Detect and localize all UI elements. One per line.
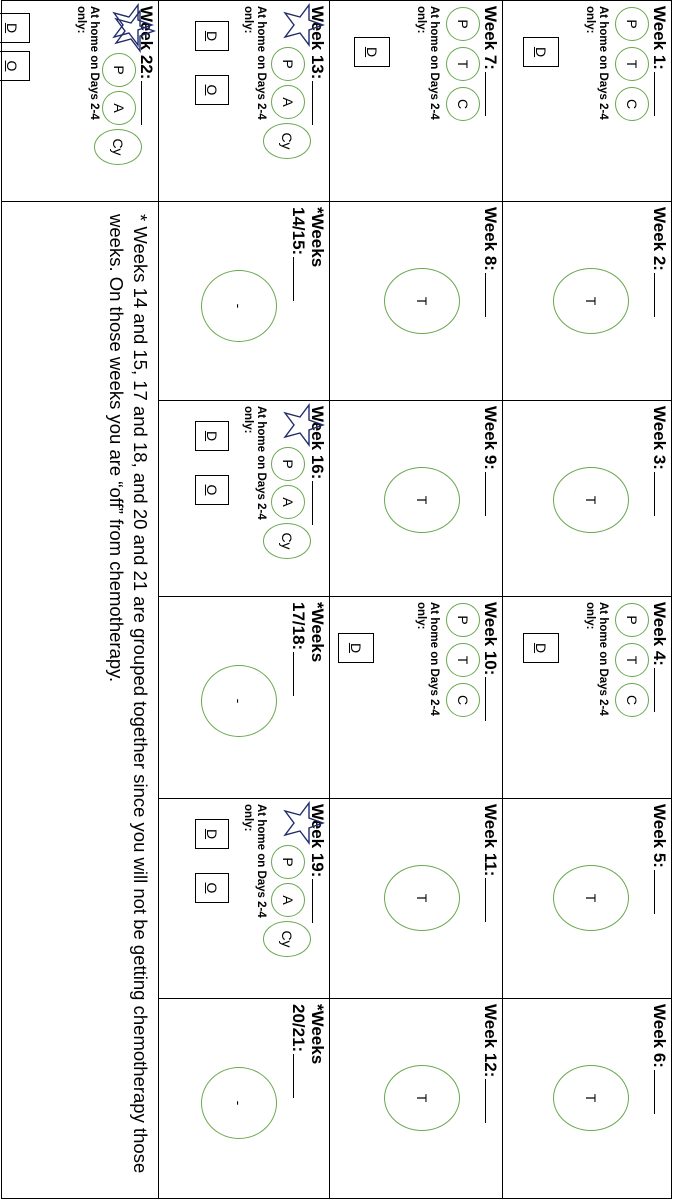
treatment-circle: T [553,467,629,533]
week-date-blank [293,1054,308,1098]
week-label [650,6,669,116]
week-label-text: 20/21: [289,1004,308,1053]
week-cell [159,400,330,596]
week-date-blank [293,257,308,301]
home-note-line: At home on Days 2-4 [428,602,440,716]
home-note-line: At home on Days 2-4 [597,602,609,716]
week-date-blank [485,472,500,516]
medication-box: D [195,421,229,451]
week-label-text: Week 1: [650,6,669,70]
week-label-prefix: *Weeks [308,1004,327,1065]
week-label [650,207,669,317]
week-label [289,602,327,696]
treatment-circle: - [201,1067,277,1139]
week-cell [330,798,503,998]
week-label [481,6,500,116]
star-icon [114,9,156,53]
medication-box: D [195,819,229,849]
medication-box: O [195,475,229,505]
treatment-circle: T [384,268,460,334]
week-label-text: Week 5: [650,804,669,868]
drug-circle: P [615,603,649,637]
week-date-blank [312,481,327,525]
drug-circle: P [615,7,649,41]
home-days-note [583,602,609,716]
week-cell [503,798,672,998]
week-label-text: Week 2: [650,207,669,271]
treatment-circle: - [201,270,277,342]
drug-circle: A [102,91,136,125]
week-cell [330,596,503,798]
treatment-circle: T [553,865,629,931]
week-label [289,207,327,301]
week-label [481,804,500,922]
week-cell [503,400,672,596]
week-cell [503,596,672,798]
week-cell [159,0,330,201]
week-label [650,804,669,914]
week-cell [330,400,503,596]
treatment-circle: T [553,268,629,334]
week-label-text: Week 11: [481,804,500,877]
week-label-text: Week 10: [481,602,500,676]
medication-box: O [0,51,30,81]
drug-circle: Cy [94,129,142,165]
star-icon [283,801,325,845]
drug-circle: Cy [263,523,311,559]
drug-circle: P [446,603,480,637]
week-label-prefix: *Weeks [308,207,327,268]
week-label [650,1004,669,1114]
home-note-line: At home on Days 2-4 [255,804,267,918]
week-cell [503,0,672,201]
week-label-text: Week 16: [308,406,327,480]
drug-circle: C [615,87,649,121]
week-label-text: Week 13: [308,6,327,80]
week-cell [330,201,503,400]
drug-circle: A [271,85,305,119]
week-label-text: Week 7: [481,6,500,70]
drug-circle: C [615,683,649,717]
footnote: * Weeks 14 and 15, 17 and 18, and 20 and 21 are grouped together since you will not be getting chemotherapy those weeks. On those weeks you are “off” from chemotherapy. [1,201,159,1198]
home-note-line: only: [584,6,596,34]
home-days-note [241,6,267,120]
drug-circle: C [446,683,480,717]
week-date-blank [485,1079,500,1123]
week-cell [159,798,330,998]
home-note-line: only: [242,406,254,434]
drug-circle: T [615,643,649,677]
week-date-blank [654,472,669,516]
home-note-line: At home on Days 2-4 [255,6,267,120]
treatment-circle: - [201,665,277,737]
week-label-text: Week 19: [308,804,327,878]
week-label-prefix: *Weeks [308,602,327,663]
week-label-text: Week 22: [137,6,156,80]
medication-box: O [195,873,229,903]
week-cell [159,596,330,798]
week-label-text: Week 12: [481,1004,500,1078]
week-date-blank [312,81,327,125]
medication-box: O [195,75,229,105]
home-days-note [74,6,100,120]
home-days-note [241,804,267,918]
treatment-circle: T [384,1065,460,1131]
drug-circle: A [271,883,305,917]
week-date-blank [141,81,156,125]
home-note-line: At home on Days 2-4 [597,6,609,120]
week-date-blank [654,668,669,712]
week-cell [503,998,672,1198]
week-label-text: 14/15: [289,207,308,256]
week-date-blank [293,652,308,696]
week-date-blank [654,1070,669,1114]
medication-box: D [523,37,559,67]
week-date-blank [654,273,669,317]
star-icon [283,403,325,447]
drug-circle: Cy [263,921,311,957]
home-note-line: only: [415,602,427,630]
home-note-line: only: [242,6,254,34]
week-cell [1,0,159,201]
week-label [650,602,669,712]
week-label-text: Week 9: [481,406,500,470]
week-label [289,1004,327,1098]
week-label-text: Week 8: [481,207,500,271]
treatment-circle: T [553,1065,629,1131]
home-days-note [414,602,440,716]
week-label [481,1004,500,1123]
drug-circle: P [271,47,305,81]
drug-circle: P [446,7,480,41]
drug-circle: T [446,643,480,677]
week-label [481,602,500,721]
week-label-text: Week 3: [650,406,669,470]
drug-circle: P [271,845,305,879]
week-cell [330,0,503,201]
week-date-blank [654,72,669,116]
home-note-line: At home on Days 2-4 [255,406,267,520]
week-label [650,406,669,516]
week-label [481,207,500,317]
chemo-week-table [1,0,672,1199]
home-note-line: only: [242,804,254,832]
medication-box: D [0,13,30,43]
drug-circle: P [271,447,305,481]
drug-circle: A [271,485,305,519]
home-days-note [583,6,609,120]
week-label-text: Week 4: [650,602,669,666]
drug-circle: P [102,53,136,87]
week-cell [159,998,330,1198]
home-note-line: only: [584,602,596,630]
treatment-circle: T [384,865,460,931]
drug-circle: C [446,87,480,121]
drug-circle: Cy [263,123,311,159]
week-date-blank [485,878,500,922]
home-note-line: At home on Days 2-4 [88,6,100,120]
medication-box: D [195,21,229,51]
home-note-line: At home on Days 2-4 [428,6,440,120]
week-date-blank [312,879,327,923]
home-note-line: only: [75,6,87,34]
medication-box: D [354,37,390,67]
home-days-note [241,406,267,520]
week-label-text: Week 6: [650,1004,669,1068]
week-cell [159,201,330,400]
week-cell [330,998,503,1198]
week-date-blank [485,677,500,721]
week-cell [503,201,672,400]
week-date-blank [485,273,500,317]
medication-box: D [523,633,559,663]
drug-circle: T [615,47,649,81]
star-icon [283,3,325,47]
week-date-blank [654,870,669,914]
week-date-blank [485,72,500,116]
home-note-line: only: [415,6,427,34]
treatment-circle: T [384,467,460,533]
home-days-note [414,6,440,120]
week-label [481,406,500,516]
medication-box: D [338,633,374,663]
drug-circle: T [446,47,480,81]
week-label-text: 17/18: [289,602,308,651]
